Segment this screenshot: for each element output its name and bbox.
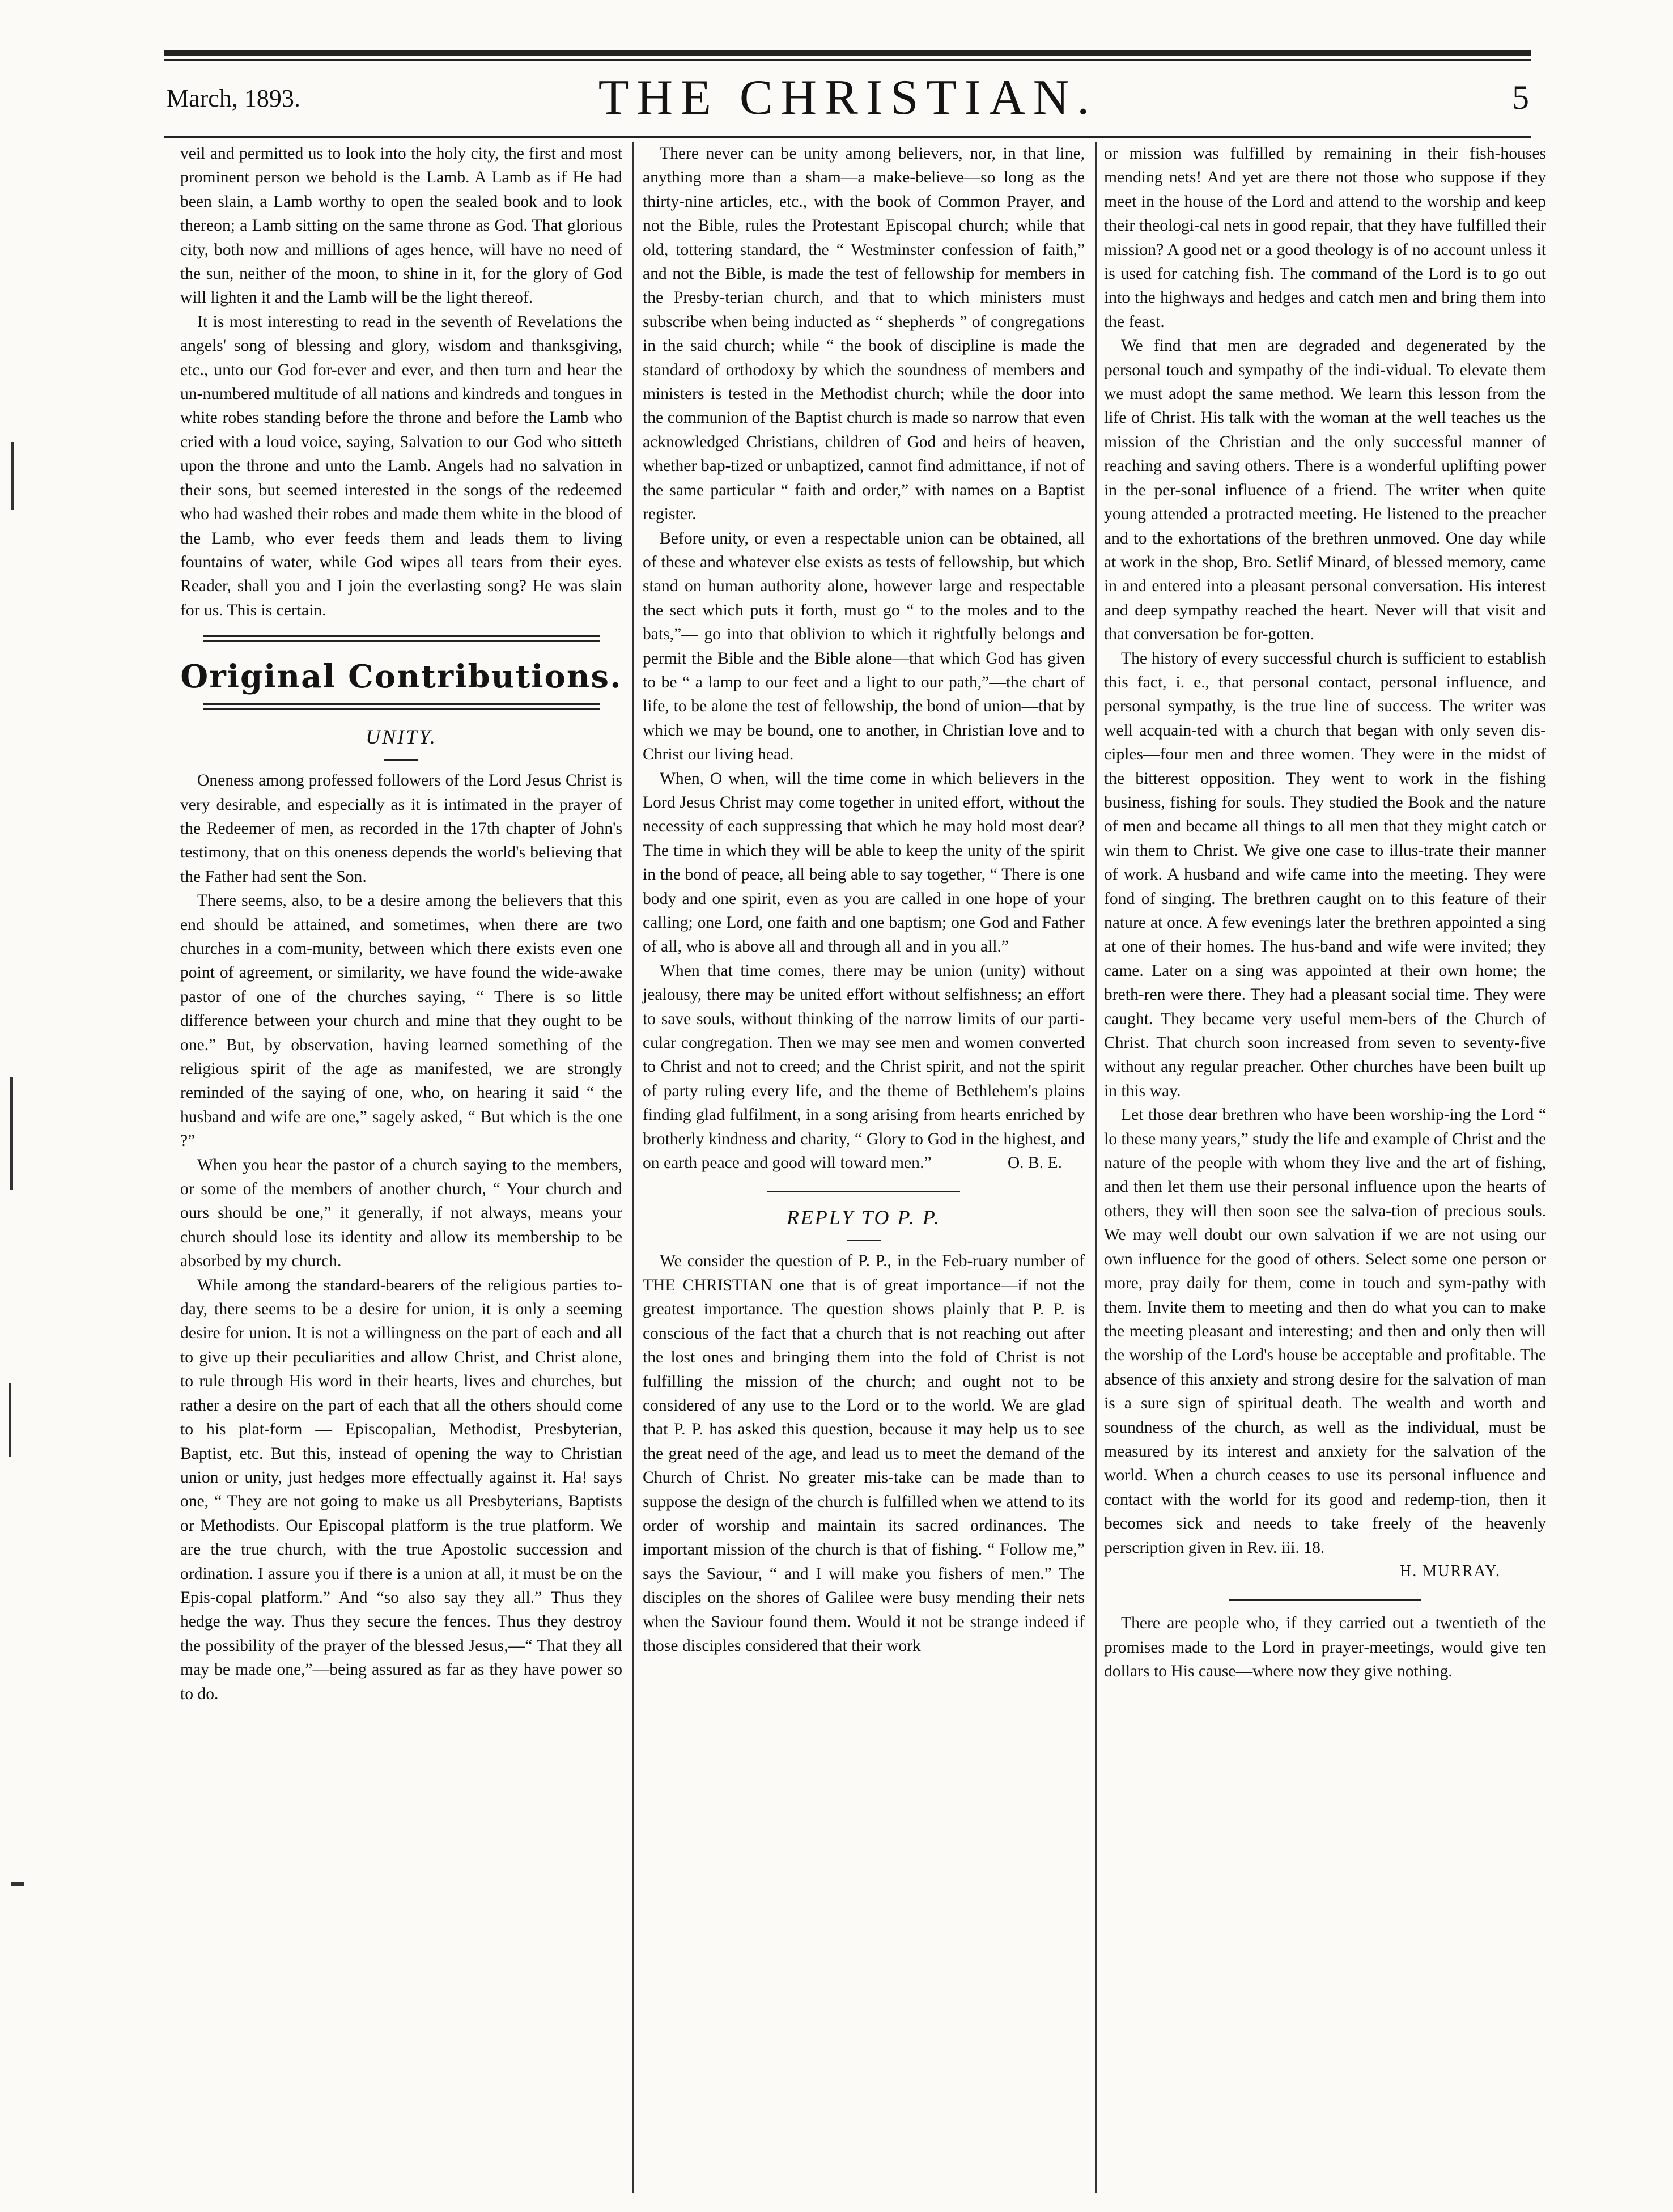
- column-3: [1104, 142, 1546, 1684]
- paragraph: or mission was fulfilled by remaining in their fish-houses mending nets! And yet are there not those who suppose if they meet in the house of the Lord and attend to the worship and keep their theologi-cal nets in good repair, that they have fulfilled their mission? A good net or a good theology is of no account unless it is used for catching fish. The command of the Lord is to go out into the highways and hedges and catch men and bring them into the feast.: [1104, 145, 1546, 331]
- margin-mark: [9, 1383, 11, 1457]
- column-1: [180, 142, 622, 1706]
- section-divider: [203, 703, 600, 710]
- paragraph: The history of every successful church is sufficient to establish this fact, i. e., that personal contact, personal influence, and personal sympathy, is the true line of success. The writer was well acquain-ted with a church that began with only seven dis-ciples—four men and three women. They were in the midst of the bitterest opposition. They went to work in the fishing business, fishing for souls. They studied the Book and the nature of men and became all things to all men that they might catch or win them to Christ. We give one case to illus-trate their manner of work. A husband and wife came into the meeting. They were fond of singing. The brethren caught on to this feature of their nature at once. A few evenings later the brethren appointed a sing at one of their homes. The hus-band and wife were invited; they came. Later on a sing was appointed at their own home; the breth-ren were there. They had a pleasant social time. They were caught. They became very useful mem-bers of the Church of Christ. That church soon increased from seven to seventy-five without any regular preacher. Other churches have been built up in this way.: [1104, 649, 1546, 1100]
- top-rule-thin: [164, 59, 1531, 61]
- paragraph: [643, 959, 1085, 1175]
- paragraph: We find that men are degraded and degenerated by the personal touch and sympathy of the indi-vidual. To elevate them we must adopt the same method. We learn this lesson from the life of Christ. His talk with the woman at the well teaches us the mission of the Christian and the only successful manner of reaching and saving others. There is a wonderful uplifting power in the per-sonal influence of a friend. The writer when quite young attended a protracted meeting. He listened to the preacher and to the exhortations of the brethren unmoved. One day while at work in the shop, Bro. Setlif Minard, of blessed memory, came in and entered into a pleasant personal conversation. His interest and deep sympathy reached the heart. Never will that visit and that conversation be for-gotten.: [1104, 337, 1546, 644]
- section-divider: [203, 635, 600, 642]
- masthead: [164, 67, 1531, 135]
- page-number: 5: [1512, 79, 1529, 116]
- column-rule-2: [1095, 142, 1097, 2193]
- article-title: REPLY TO P. P.: [786, 1206, 941, 1229]
- article-title: UNITY.: [366, 725, 437, 749]
- paper-title: THE CHRISTIAN.: [598, 70, 1098, 125]
- column-rule-1: [632, 142, 634, 2193]
- article-divider: [1229, 1599, 1421, 1601]
- margin-mark: [10, 1077, 13, 1190]
- margin-mark: [11, 1882, 24, 1886]
- paragraph: Before unity, or even a respectable union can be obtained, all of these and whatever else exists as tests of fellowship, but which stand on human authority alone, however large and respectable the sect which puts it forth, must go “ to the moles and to the bats,”— go into that oblivion to which it rightfully belongs and permit the Bible and the Bible alone—that which God has given to be “ a lamp to our feet and a light to our path,”—the chart of life, to be alone the test of fellowship, the bond of union—that by which we may be bound, one to another, in Christian love and to Christ our living head.: [643, 529, 1085, 764]
- paragraph: Oneness among professed followers of the Lord Jesus Christ is very desirable, and especially as it is intimated in the prayer of the Redeemer of men, as recorded in the 17th chapter of John's testimony, that on this oneness depends the world's believing that the Father had sent the Son.: [180, 771, 622, 886]
- paragraph: There are people who, if they carried out a twentieth of the promises made to the Lord in prayer-meetings, would give ten dollars to His cause—where now they give nothing.: [1104, 1614, 1546, 1681]
- masthead-rule: [164, 136, 1531, 138]
- title-rule: [847, 1240, 881, 1241]
- paragraph: veil and permitted us to look into the holy city, the first and most prominent person we behold is the Lamb. A Lamb as if He had been slain, a Lamb worthy to open the sealed book and to look thereon; a Lamb sitting on the same throne as God. That glorious city, both now and millions of ages hence, will have no need of the sun, neither of the moon, to shine in it, for the glory of God will lighten it and the Lamb will be the light thereof.: [180, 145, 622, 307]
- title-rule: [384, 759, 418, 761]
- paragraph: There seems, also, to be a desire among the believers that this end should be attained, and sometimes, when there are two churches in a com-munity, between which there exists even one point of agreement, or similarity, we have found the wide-awake pastor of one of the churches saying, “ There is so little difference between your church and mine that they ought to be one.” But, by observation, having learned something of the religious spirit of the age as manifested, we are strongly reminded of the saying of one, who, on hearing it said “ the husband and wife are one,” sagely asked, “ But which is the one ?”: [180, 891, 622, 1150]
- paragraph: Let those dear brethren who have been worship-ing the Lord “ lo these many years,” study the life and example of Christ and the nature of the people with whom they live and the art of fishing, and then let them use their personal influence upon the hearts of others, they will then soon see the salva-tion of precious souls. We may well doubt our own salvation if we are not using our own influence for the good of others. Select some one person or more, pray daily for them, come in touch and sym-pathy with them. Invite them to meeting and then do what you can to make the meeting pleasant and interesting; and then and only then will the worship of the Lord's house be acceptable and profitable. The absence of this anxiety and strong desire for the salvation of man is a sure sign of spiritual death. The wealth and worth and soundness of the church, as well as the individual, must be measured by its interest and anxiety for the salvation of the world. When a church ceases to use its personal influence and contact with the world for its good and redemp-tion, then it becomes sick and needs to take freely of the heavenly perscription given in Rev. iii. 18.: [1104, 1106, 1546, 1557]
- paragraph: It is most interesting to read in the seventh of Revelations the angels' song of blessing and glory, wisdom and thanksgiving, etc., unto our God for-ever and ever, and then turn and hear the un-numbered multitude of all nations and kindreds and tongues in white robes standing before the throne and before the Lamb who cried with a loud voice, saying, Salvation to our God who sitteth upon the throne and unto the Lamb. Angels had no salvation in their sons, but seemed interested in the songs of the redeemed who had washed their robes and made them white in the blood of the Lamb, who ever feeds them and leads them to living fountains of water, while God wipes all tears from their eyes. Reader, shall you and I join the everlasting song? He was slain for us. This is certain.: [180, 312, 622, 619]
- paragraph: While among the standard-bearers of the religious parties to-day, there seems to be a desire for union, it is only a seeming desire for union. It is not a willingness on the part of each and all to give up their peculiarities and allow Christ, and Christ alone, to rule through His word in their hearts, lives and churches, but rather a desire on the part of each that all the others should come to his plat-form — Episcopalian, Methodist, Presbyterian, Baptist, etc. But this, instead of opening the way to Christian union or unity, just hedges more effectually against it. Ha! says one, “ They are not going to make us all Presbyterians, Baptists or Methodists. Our Episcopal platform is the true platform. We are the true church, with the true Apostolic succession and ordination. I assure you if there is a union at all, it must be on the Epis-copal platform.” And “so also say they all.” Thus they hedge the way. Thus they secure the fences. Thus they destroy the possibility of the prayer of the blessed Jesus,—“ That they all may be made one,”—being assured as far as they have power so to do.: [180, 1276, 622, 1703]
- paragraph: There never can be unity among believers, nor, in that line, anything more than a sham—a make-believe—so long as the thirty-nine articles, etc., with the book of Common Prayer, and not the Bible, rules the Protestant Episcopal church; while that old, tottering standard, the “ Westminster confession of faith,” and not the Bible, is made the test of fellowship for members in the Presby-terian church, and that to which ministers must subscribe when being inducted as “ shepherds ” of congregations in the said church; while “ the book of discipline is made the standard of orthodoxy by which the soundness of members and ministers is tested in the Methodist church; while the door into the communion of the Baptist church is made so narrow that even acknowledged Christians, children of God and heirs of heaven, whether bap-tized or unbaptized, cannot find admittance, if not of the same particular “ faith and order,” with names on a Baptist register.: [643, 145, 1085, 524]
- paragraph-text: When that time comes, there may be union (unity) without jealousy, there may be united effort without selfishness; an effort to save souls, without thinking of the narrow limits of our parti-cular congregation. Then we may see men and women converted to Christ and not to creed; and the Christ spirit, and not the spirit of party ruling every life, and the theme of Bethlehem's plains finding glad fulfilment, in a song arising from hearts enriched by brotherly kindness and charity, “ Glory to God in the highest, and on earth peace and good will toward men.”: [643, 961, 1085, 1173]
- paragraph: When you hear the pastor of a church saying to the members, or some of the members of another church, “ Your church and ours should be one,” it generally, if not always, means your church should lose its identity and allow its membership to be absorbed by my church.: [180, 1156, 622, 1271]
- margin-mark: [11, 442, 14, 510]
- column-2: [643, 142, 1085, 1658]
- paragraph: We consider the question of P. P., in the Feb-ruary number of THE CHRISTIAN one that is of great importance—if not the greatest importance. The question shows plainly that P. P. is conscious of the fact that a church that is not reaching out after the lost ones and bringing them into the fold of Christ is not fulfilling the mission of the church; and ought not to be considered of any use to the Lord or to the world. We are glad that P. P. has asked this question, because it may help us to see the great need of the age, and lead us to meet the demand of the Church of Christ. No greater mis-take can be made than to suppose the design of the church is fulfilled when we attend to its order of worship and maintain its sacred ordinances. The important mission of the church is that of fishing. “ Follow me,” says the Saviour, “ and I will make you fishers of men.” The disciples on the shores of Galilee were busy mending their nets when the Saviour found them. Would it not be strange indeed if those disciples considered that their work: [643, 1252, 1085, 1655]
- author-signature: O. B. E.: [1007, 1154, 1062, 1173]
- section-heading: Original Contributions.: [180, 658, 622, 696]
- author-signature: H. MURRAY.: [1400, 1562, 1501, 1580]
- issue-date: March, 1893.: [167, 84, 300, 112]
- article-divider: [767, 1191, 960, 1192]
- paragraph: When, O when, will the time come in which believers in the Lord Jesus Christ may come together in united effort, without the necessity of each suppressing that which he may hold most dear? The time in which they will be able to keep the unity of the spirit in the bond of peace, all being able to say together, “ There is one body and one spirit, even as you are called in one hope of your calling; one Lord, one faith and one baptism; one God and Father of all, who is above all and through all and in you all.”: [643, 769, 1085, 956]
- top-rule-thick: [164, 50, 1531, 56]
